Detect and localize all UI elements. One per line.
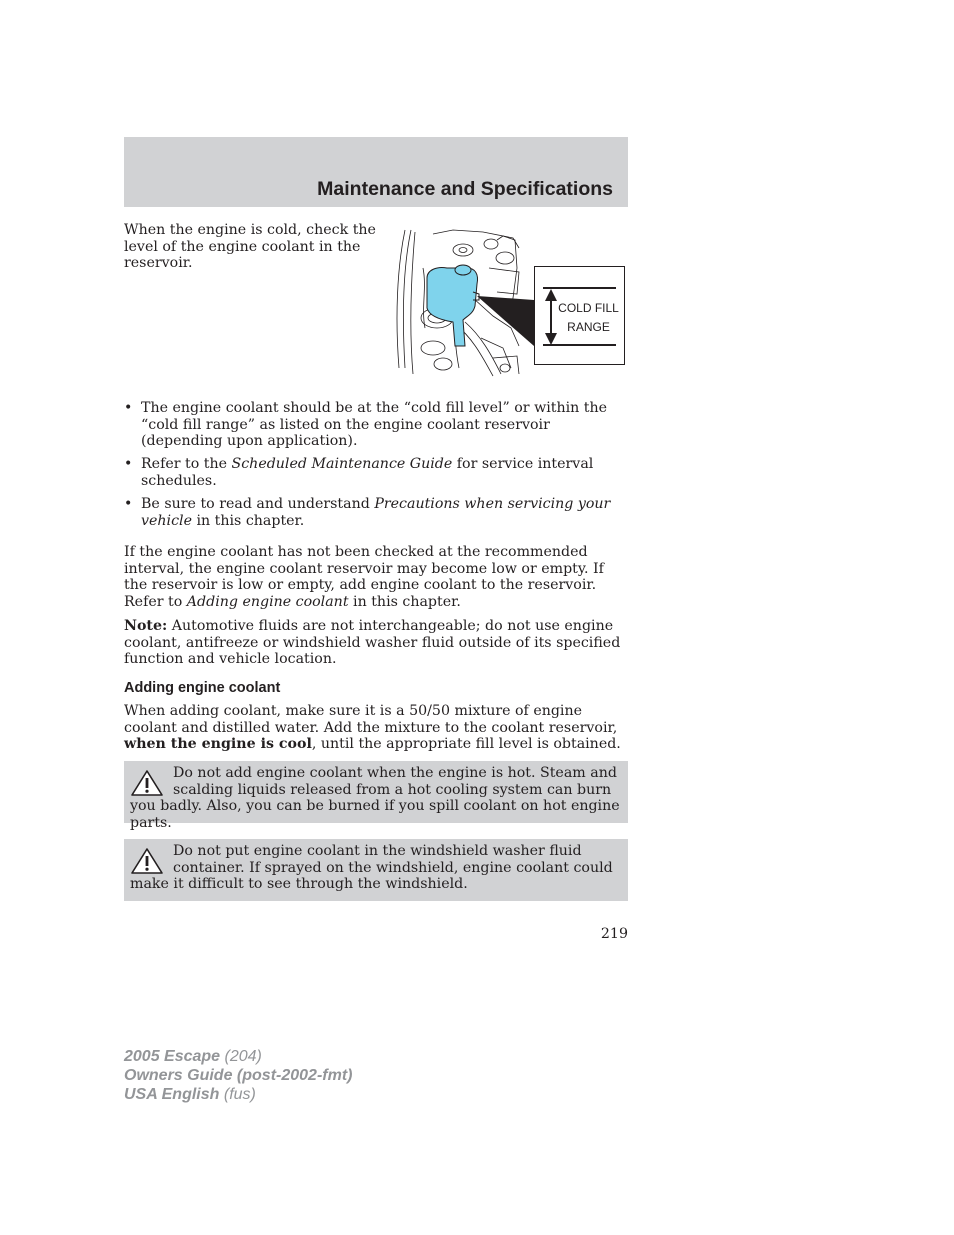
bullet-icon: • (124, 456, 133, 473)
intro-paragraph: When the engine is cold, check the level of the engine coolant in the reservoir. (124, 222, 376, 272)
warning-text: Do not put engine coolant in the windshield washer fluid container. If sprayed on the windshield, engine coolant could make it difficult to see through the windshield. (130, 843, 613, 893)
engine-cool-emphasis: when the engine is cool (124, 736, 312, 753)
callout-bottom-line (543, 344, 616, 346)
guide-reference: Scheduled Maintenance Guide (231, 456, 453, 473)
warning-text: Do not add engine coolant when the engine is hot. Steam and scalding liquids released from a hot cooling system can burn you badly. Also, you can be burned if you spill coolant on hot engine parts. (130, 765, 620, 831)
warning-box (124, 761, 628, 831)
note-label: Note: (124, 618, 168, 634)
adding-coolant-reference: Adding engine coolant (186, 593, 349, 610)
note-paragraph: Note: Automotive fluids are not interchangeable; do not use engine coolant, antifreeze or windshield washer fluid outside of its specified function and vehicle location. (124, 618, 621, 668)
callout-label: COLD FILL RANGE (558, 301, 619, 334)
list-item: • Be sure to read and understand Precautions when servicing your vehicle in this chapter. (124, 495, 611, 529)
cold-fill-range-callout (534, 266, 625, 365)
page-number: 219 (600, 926, 628, 942)
section-heading: Adding engine coolant (124, 680, 281, 696)
adding-coolant-paragraph: When adding coolant, make sure it is a 50/50 mixture of engine coolant and distilled water. Add the mixture to the coolant reservoir, when the engine is cool, until the appropriate fill level is obtained. (124, 703, 621, 753)
warning-triangle-icon (130, 847, 164, 875)
document-footer: 2005 Escape (204) Owners Guide (post-2002-fmt) USA English (fus) (124, 1048, 353, 1103)
list-item: • Refer to the Scheduled Maintenance Guide for service interval schedules. (124, 456, 594, 489)
warning-triangle-icon (130, 769, 164, 797)
list-item: • The engine coolant should be at the “cold fill level” or within the “cold fill range” as listed on the engine coolant reservoir (depending upon application). (124, 400, 608, 450)
bullet-icon: • (124, 495, 133, 512)
precautions-reference: Precautions when servicing your vehicle (141, 495, 611, 529)
bullet-icon: • (124, 400, 133, 416)
warning-box (124, 839, 628, 901)
section-title: Maintenance and Specifications (317, 178, 613, 200)
coolant-bullet-list (124, 400, 629, 536)
low-coolant-paragraph: If the engine coolant has not been checked at the recommended interval, the engine coolant reservoir may become low or empty. If the reservoir is low or empty, add engine coolant to the reservoir. Refer to Adding engine coolant in this chapter. (124, 544, 604, 610)
section-header-band (124, 137, 628, 207)
